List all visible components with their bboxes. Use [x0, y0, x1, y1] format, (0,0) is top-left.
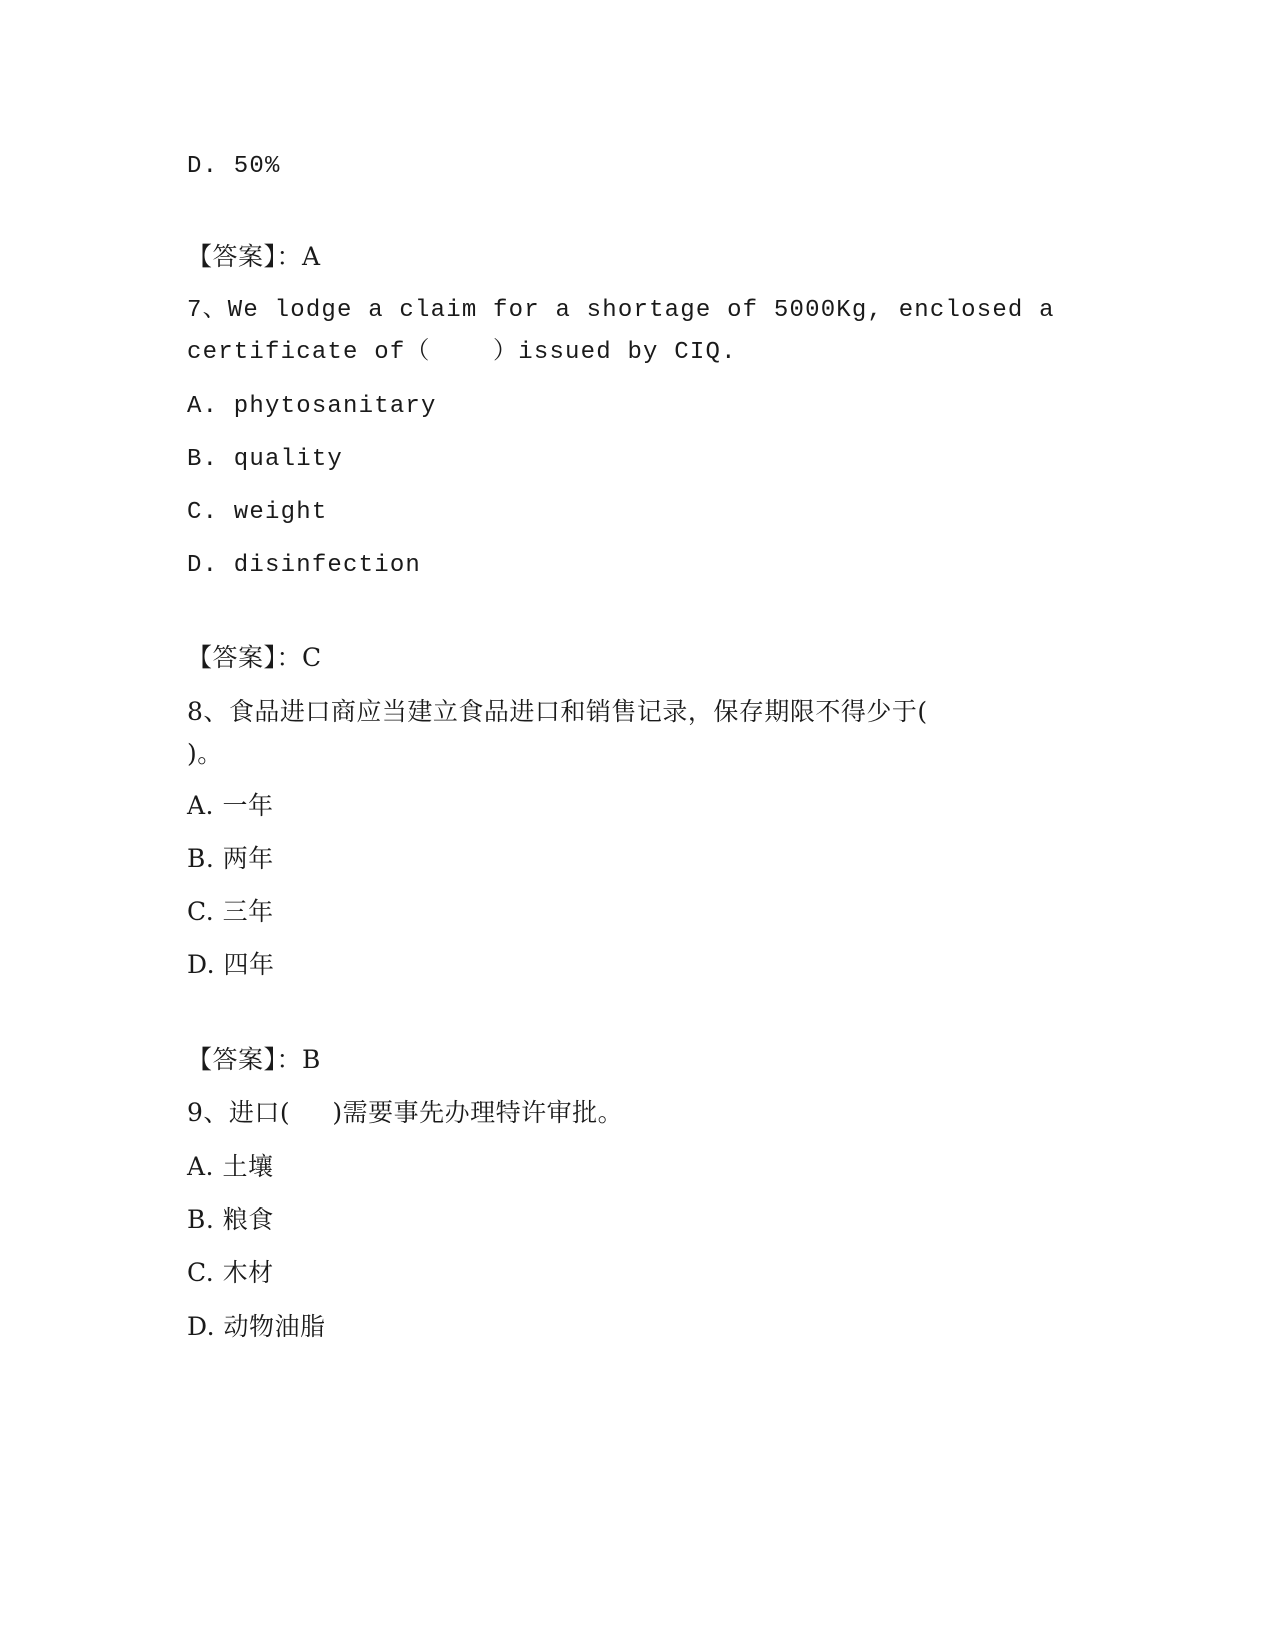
q8-option-d: D. 四年 — [187, 950, 275, 979]
q7-answer: 【答案】：C — [187, 643, 322, 672]
q8-stem-line2: )。 — [187, 739, 223, 768]
q9-option-a: A. 土壤 — [187, 1152, 274, 1181]
q6-answer: 【答案】：A — [187, 242, 321, 271]
q9-option-d: D. 动物油脂 — [187, 1312, 326, 1341]
q9-option-c: C. 木材 — [187, 1258, 274, 1287]
q8-option-b: B. 两年 — [187, 844, 274, 873]
q7-option-a: A. phytosanitary — [187, 393, 437, 420]
q8-answer: 【答案】：B — [187, 1045, 321, 1074]
q6-option-d: D. 50% — [187, 153, 281, 180]
q9-option-b: B. 粮食 — [187, 1205, 274, 1234]
q8-stem-line1: 8、食品进口商应当建立食品进口和销售记录，保存期限不得少于( — [187, 697, 928, 726]
q7-stem-line1: 7、We lodge a claim for a shortage of 5000Kg, enclosed a — [187, 297, 1055, 324]
q7-stem-line2: certificate of（ ）issued by CIQ. — [187, 339, 737, 366]
q8-option-c: C. 三年 — [187, 897, 274, 926]
q9-stem: 9、进口( )需要事先办理特许审批。 — [187, 1098, 624, 1127]
q8-option-a: A. 一年 — [187, 791, 274, 820]
q7-option-d: D. disinfection — [187, 552, 422, 579]
q7-option-b: B. quality — [187, 446, 344, 473]
q7-option-c: C. weight — [187, 499, 328, 526]
